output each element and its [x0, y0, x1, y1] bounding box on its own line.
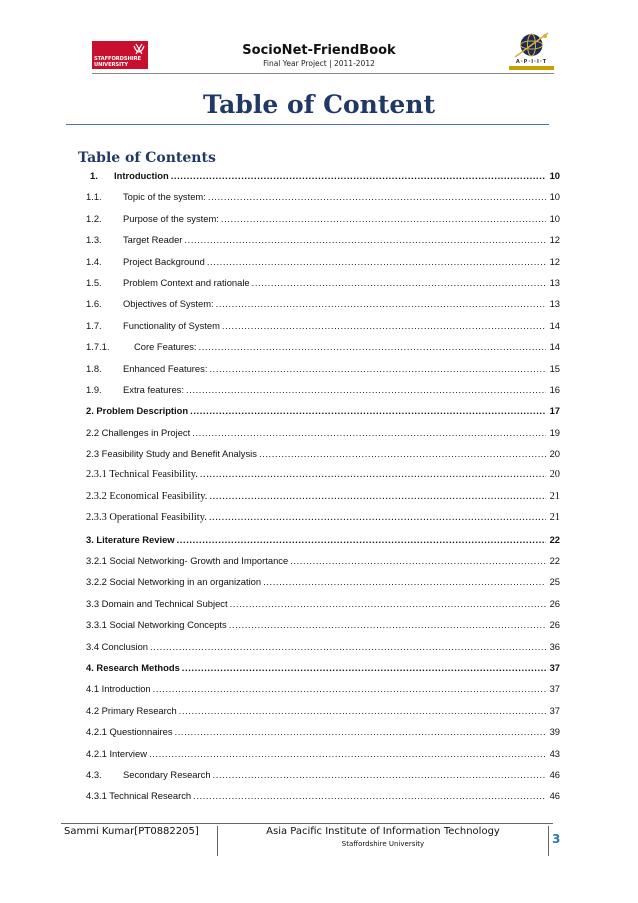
toc-dot-leader: [149, 748, 546, 759]
toc-entry[interactable]: [86, 320, 560, 341]
toc-entry[interactable]: [86, 234, 560, 255]
toc-dot-leader: [259, 448, 546, 459]
toc-dot-leader: [179, 705, 546, 716]
table-of-contents: [86, 170, 560, 812]
toc-entry-page: 15: [549, 362, 560, 374]
toc-heading: Table of Contents: [78, 150, 216, 166]
toc-entry-title: 3.3.1 Social Networking Concepts: [86, 619, 227, 631]
toc-dot-leader: [252, 277, 546, 288]
toc-entry[interactable]: [86, 726, 560, 747]
toc-entry-title: 4.3.1 Technical Research: [86, 790, 192, 802]
left-logo-line2: UNIVERSITY: [94, 62, 128, 68]
toc-dot-leader: [209, 491, 545, 502]
toc-entry-page: 14: [549, 319, 560, 331]
toc-entry[interactable]: [86, 748, 560, 769]
toc-entry-page: 10: [549, 212, 560, 224]
page-title: Table of Content: [202, 90, 436, 119]
toc-entry[interactable]: [86, 683, 560, 704]
toc-entry-title: 3.2.2 Social Networking in an organization: [86, 576, 262, 588]
toc-dot-leader: [199, 341, 546, 352]
toc-entry-title: 4. Research Methods: [86, 661, 180, 673]
toc-dot-leader: [171, 170, 546, 181]
toc-entry[interactable]: [86, 170, 560, 191]
toc-entry-number: 1.3.: [86, 234, 102, 246]
page-header: [0, 0, 638, 90]
toc-entry[interactable]: [86, 598, 560, 619]
toc-entry-number: 1.2.: [86, 212, 102, 224]
toc-entry-page: 46: [549, 790, 560, 802]
toc-entry[interactable]: [86, 769, 560, 790]
toc-entry-title: 2.3.1 Technical Feasibility.: [86, 469, 198, 481]
toc-entry-number: 1.4.: [86, 255, 102, 267]
toc-entry-title: 4.2.1 Interview: [86, 747, 147, 759]
toc-entry-page: 21: [549, 490, 560, 502]
toc-entry[interactable]: [86, 277, 560, 298]
toc-dot-leader: [213, 769, 546, 780]
toc-entry-page: 12: [549, 255, 560, 267]
toc-entry-title: Target Reader: [123, 234, 183, 246]
document-title: SocioNet-FriendBook: [242, 43, 396, 58]
toc-entry[interactable]: [86, 298, 560, 319]
toc-entry-title: 2.3 Feasibility Study and Benefit Analysis: [86, 448, 257, 460]
toc-entry-title: Topic of the system:: [123, 191, 206, 203]
toc-entry-page: 26: [549, 597, 560, 609]
toc-dot-leader: [153, 683, 546, 694]
toc-entry[interactable]: [86, 619, 560, 640]
toc-entry-number: 1.9.: [86, 383, 102, 395]
toc-entry-page: 19: [549, 426, 560, 438]
title-underline: [66, 124, 549, 125]
toc-entry[interactable]: [86, 555, 560, 576]
toc-dot-leader: [182, 662, 546, 673]
toc-entry[interactable]: [86, 641, 560, 662]
toc-entry-title: Introduction: [114, 170, 169, 181]
toc-entry-title: 3.4 Conclusion: [86, 640, 149, 652]
toc-entry[interactable]: [86, 405, 560, 426]
toc-entry[interactable]: [86, 427, 560, 448]
toc-dot-leader: [190, 405, 545, 416]
toc-entry-page: 16: [549, 383, 560, 395]
toc-entry-title: 4.2 Primary Research: [86, 704, 177, 716]
apiit-logo-text: A·P·I·I·T: [515, 59, 548, 65]
toc-dot-leader: [175, 726, 546, 737]
toc-entry-title: Enhanced Features:: [123, 362, 208, 374]
toc-entry[interactable]: [86, 469, 560, 490]
toc-entry-title: Functionality of System: [123, 319, 220, 331]
toc-entry-number: 1.7.1.: [86, 341, 110, 353]
toc-entry-number: 1.5.: [86, 276, 102, 288]
toc-entry[interactable]: [86, 213, 560, 234]
toc-entry-title: Purpose of the system:: [123, 212, 219, 224]
toc-entry-number: 1.7.: [86, 319, 102, 331]
toc-entry-number: 4.3.: [86, 768, 102, 780]
toc-entry-title: Extra features:: [123, 383, 184, 395]
toc-entry-title: Objectives of System:: [123, 298, 214, 310]
toc-entry-page: 20: [549, 448, 560, 460]
toc-entry[interactable]: [86, 363, 560, 384]
toc-entry-title: 2.2 Challenges in Project: [86, 426, 191, 438]
toc-entry-page: 14: [549, 341, 560, 353]
toc-entry-page: 43: [549, 747, 560, 759]
toc-entry-page: 46: [549, 768, 560, 780]
footer-institution: [218, 826, 548, 848]
toc-entry[interactable]: [86, 662, 560, 683]
page-number: 3: [552, 832, 561, 846]
toc-entry-page: 10: [549, 191, 560, 203]
toc-dot-leader: [192, 427, 545, 438]
toc-entry[interactable]: [86, 705, 560, 726]
toc-entry[interactable]: [86, 512, 560, 533]
page-footer: [61, 823, 561, 858]
toc-entry-title: 3.2.1 Social Networking- Growth and Importance: [86, 555, 289, 567]
apiit-logo: [509, 30, 554, 72]
toc-entry-page: 12: [549, 234, 560, 246]
toc-entry-page: 36: [549, 640, 560, 652]
toc-dot-leader: [184, 234, 545, 245]
toc-dot-leader: [207, 256, 546, 267]
toc-entry[interactable]: [86, 790, 560, 811]
toc-entry-number: 1.1.: [86, 191, 102, 203]
toc-entry-page: 10: [549, 170, 560, 181]
toc-dot-leader: [150, 641, 546, 652]
toc-entry-page: 22: [549, 555, 560, 567]
toc-dot-leader: [193, 790, 545, 801]
toc-entry-page: 26: [549, 619, 560, 631]
toc-dot-leader: [222, 320, 546, 331]
footer-institute-name: Asia Pacific Institute of Information Technology: [266, 826, 500, 837]
toc-entry-title: 2.3.3 Operational Feasibility.: [86, 512, 207, 524]
toc-entry[interactable]: [86, 341, 560, 362]
toc-dot-leader: [216, 298, 546, 309]
toc-entry-page: 39: [549, 726, 560, 738]
toc-entry-page: 37: [549, 704, 560, 716]
toc-dot-leader: [229, 619, 546, 630]
footer-university-name: Staffordshire University: [341, 840, 425, 848]
toc-entry-title: 4.1 Introduction: [86, 683, 151, 695]
toc-dot-leader: [263, 576, 545, 587]
toc-entry-title: 4.2.1 Questionnaires: [86, 726, 173, 738]
toc-dot-leader: [177, 534, 546, 545]
toc-entry-number: 1.: [90, 170, 98, 181]
toc-entry[interactable]: [86, 256, 560, 277]
toc-entry-page: 17: [549, 405, 560, 417]
toc-dot-leader: [221, 213, 546, 224]
toc-entry-page: 25: [549, 576, 560, 588]
toc-entry-page: 13: [549, 298, 560, 310]
toc-entry-title: 2.3.2 Economical Feasibility.: [86, 490, 208, 502]
toc-dot-leader: [290, 555, 545, 566]
toc-entry-page: 22: [549, 533, 560, 545]
toc-dot-leader: [209, 363, 545, 374]
toc-entry-number: 1.6.: [86, 298, 102, 310]
toc-entry-title: 2. Problem Description: [86, 405, 189, 417]
toc-entry[interactable]: [86, 384, 560, 405]
toc-entry[interactable]: [86, 191, 560, 212]
toc-entry-page: 20: [549, 469, 560, 481]
toc-entry-title: 3. Literature Review: [86, 533, 175, 545]
toc-entry[interactable]: [86, 448, 560, 469]
toc-entry-title: Core Features:: [134, 341, 197, 353]
apiit-logo-bar: [509, 66, 554, 70]
toc-entry-page: 37: [549, 661, 560, 673]
toc-dot-leader: [208, 191, 546, 202]
toc-entry[interactable]: [86, 534, 560, 555]
left-logo-line1: STAFFORDSHIRE: [94, 56, 141, 62]
toc-entry-title: Problem Context and rationale: [123, 276, 250, 288]
toc-dot-leader: [209, 512, 546, 523]
toc-entry-page: 21: [549, 512, 560, 524]
header-divider: [92, 73, 554, 74]
toc-entry-number: 1.8.: [86, 362, 102, 374]
toc-entry-page: 13: [549, 276, 560, 288]
toc-entry[interactable]: [86, 576, 560, 597]
toc-entry-title: Project Background: [123, 255, 205, 267]
toc-entry-title: 3.3 Domain and Technical Subject: [86, 597, 228, 609]
globe-icon: [509, 30, 554, 60]
toc-dot-leader: [230, 598, 546, 609]
toc-entry[interactable]: [86, 491, 560, 512]
toc-entry-title: Secondary Research: [123, 768, 211, 780]
document-subtitle: Final Year Project | 2011-2012: [263, 59, 375, 68]
toc-entry-page: 37: [549, 683, 560, 695]
toc-dot-leader: [186, 384, 546, 395]
footer-author: Sammi Kumar[PT0882205]: [61, 826, 218, 856]
toc-dot-leader: [200, 469, 546, 480]
